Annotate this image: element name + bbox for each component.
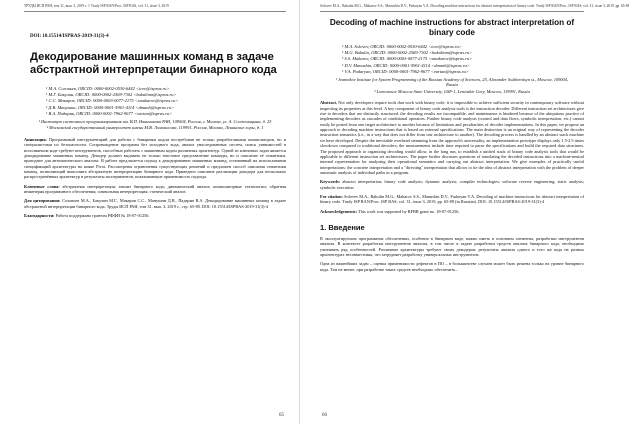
acknowledgements-label: Acknowledgements: <box>320 208 357 214</box>
keywords-text: abstract interpretation; binary code analysis; dynamic analysis; compiler technologies; software reverse engineering; static analysis; symbolic execution <box>320 179 585 190</box>
author-line: ¹ С.С. Макаров, ORCID: 0000-0003-0077-2175 <smakarov@ispras.ru> <box>46 98 179 104</box>
affiliation: ² Московский государственный университет имени М.В. Ломоносова, 119991, Россия, Москва, Ленинские горы, д. 1 <box>46 125 264 131</box>
affiliation: ¹ Ivannikov Institute for System Programming of the Russian Academy of Sciences, 25, Alexander Solzhenitsyn st., Moscow, 109004, Russia <box>336 76 568 88</box>
funding-text: Работа поддержана грантом РФФИ № 18-07-01256. <box>55 212 150 218</box>
funding-label: Благодарности: <box>24 212 55 218</box>
author-line: ¹ М.А. Соловьев, ORCID: 0000-0002-0530-6442 <icee@ispras.ru> <box>46 85 170 91</box>
doi: DOI: 10.15514/ISPRAS-2019-31(3)-4 <box>30 33 109 39</box>
title-english: Decoding of machine instructions for abstract interpretation of binary code <box>329 17 575 37</box>
citation-label: For citation: <box>320 193 343 199</box>
title-russian: Декодирование машинных команд в задаче абстрактной интерпретации бинарного кода <box>30 50 277 77</box>
affiliation: ¹ Институт системного программирования им. В.П. Иванникова РАН, 109004, Россия, г. Москва, ул. А. Солженицына, д. 25 <box>38 118 272 124</box>
author-line: ¹ М.Г. Бакулин, ORCID: 0000-0002-2569-7302 <bakulinm@ispras.ru> <box>46 92 177 97</box>
right-page <box>300 0 629 424</box>
abstract-text: Программный инструментарий для работы с бинарным кодом востребован не только разработчиками компиляторов, но и специалистами по безопасности. Сопровождение программ без исходного кода, анализ унаследованных систем, поиск уязвимостей в исполняемом коде требуют инструментов, способных работать с машинным кодом различных архитектур. Одной из ключевых задач является декодирование машинных команд. Декодер должен выдавать не только текстовое представление команды, но и описание её семантики, пригодное для автоматического анализа. В работе предлагается подход к декодированию машинных команд, основанный на использовании спецификаций архитектуры на языке Pivot. Рассмотрены ограничения существующих решений и предложен способ описания семантики команд, позволяющий выполнять абстрактную интерпретацию бинарного кода. Приведено описание реализации декодера для нескольких распространённых архитектур и результаты экспериментов, показывающие применимость подхода. <box>24 136 287 180</box>
running-header-left: ТРУДЫ ИСП РАН, том 31, вып. 3, 2019 г. // Trudy ISP RAN/Proc. ISP RAS, vol. 31, issue 3, 2019 <box>24 4 286 12</box>
abstract-english <box>320 100 584 175</box>
citation-label: Для цитирования: <box>24 198 61 204</box>
author-list-russian <box>24 86 286 118</box>
left-page <box>0 0 300 424</box>
author-line: ¹ В.А. Падарян, ORCID: 0000-0001-7962-9677 <vartan@ispras.ru> <box>46 111 173 117</box>
author-line: ¹ M.G. Bakulin, ORCID: 0000-0002-2569-7302 <bakulinm@ispras.ru> <box>342 50 473 55</box>
keywords-label: Ключевые слова: <box>24 183 60 189</box>
abstract-russian <box>24 137 286 180</box>
citation-text: Соловьев М.А., Бакулин М.Г., Макаров С.С., Манушин Д.В., Падарян В.А. Декодирование машинных команд в задаче абстрактной интерпретации бинарного кода. Труды ИСП РАН, том 31, вып. 3, 2019 г., стр. 65-88. DOI: 10.15514/ISPRAS-2019-31(3)-4 <box>24 198 286 209</box>
keywords-english <box>320 179 584 190</box>
author-line: ¹ Д.В. Манушин, ORCID: 0000-0001-5961-4114 <dmanh@ispras.ru> <box>46 104 175 110</box>
acknowledgements-english <box>320 209 584 214</box>
keywords-text: абстрактная интерпретация; анализ бинарного кода; динамический анализ; компиляторные технологии; обратная инженерия программного обеспечения; символьная интерпретация; статический анализ. <box>24 183 286 194</box>
keywords-label: Keywords: <box>320 179 341 185</box>
citation-russian <box>24 198 286 209</box>
acknowledgements-text: This work was supported by RFBR grant no. 18-07-01256. <box>358 208 460 214</box>
abstract-label: Abstract. <box>320 100 338 106</box>
citation-text: Solovev M.A., Bakulin M.G., Makarov S.S., Manushin D.V., Padaryan V.A. Decoding of machine instructions for abstract interpretation of binary code. Trudy ISP RAN/Proc. ISP RAS, vol. 31, issue 3, 2019, pp. 65-88 (in Russian). DOI: 10.15514/ISPRAS-2019-31(3)-4 <box>320 193 585 205</box>
intro-paragraph: В эксплуатируемом программном обеспечении, особенно в бинарном виде, важно иметь в основном элементы, разработки инструментов анализа. В контексте разработки инструментов анализа, в том числе в задаче разработки средств анализа бинарного кода, необходимо учитывать ряд особенностей. Различные архитектуры требуют своих декодеров; результаты анализа одного и того же кода на разных архитектурах несовместимы, что затрудняет разработку универсальных инструментов. <box>320 235 584 257</box>
abstract-label: Аннотация. <box>24 136 47 142</box>
affiliation: ² Lomonosov Moscow State University, GSP-1, Leninskie Gory, Moscow, 119991, Russia <box>374 88 530 94</box>
author-line: ¹ D.V. Manushin, ORCID: 0000-0001-5961-4114 <dmanh@ispras.ru> <box>342 62 470 68</box>
intro-paragraph: Одна из важнейших задач – оценка применимости дефектов в ПО – в большинстве случаев может быть решена только на уровне бинарного кода. Тем не менее, при разработке таких средств необходимо обеспечить... <box>320 261 584 272</box>
page-number-right: 66 <box>322 413 327 418</box>
author-list-english <box>320 44 584 76</box>
citation-english <box>320 194 584 205</box>
running-header-right: Solovev M.A., Bakulin M.G., Makarov S.S., Manushin D.V., Padaryan V.A. Decoding machine instructions for abstract interpretation of binary code. Trudy ISP RAN/Proc. ISP RAS, vol. 31, issue 3, 2019. pp. 65-88 <box>320 4 584 12</box>
author-line: ¹ V.A. Padaryan, ORCID: 0000-0001-7962-9677 <vartan@ispras.ru> <box>342 69 469 75</box>
author-line: ¹ S.S. Makarov, ORCID: 0000-0003-0077-2175 <smakarov@ispras.ru> <box>342 56 473 62</box>
abstract-text: Not only developers require tools that work with binary code: it is impossible to achieve sufficient security in contemporary software without inspecting its properties at this level. A key component of binary code analysis tools is the instruction decoder. Different instruction set architectures give rise to decoders that are distinctly structured, the decoding results are incompatible, and maintenance is hindered because of the ubiquitous practice of implementing decoders as cascades of conditional operators. Further binary code analysis (control and data flows, symbolic interpretation, etc.) cannot easily be ported from one target architecture to another because of limitations and peculiarities of decoder implementations. In this paper, we propose an approach to decoding machine instructions that is based on external specifications. The main distinction is an original way of representing the decoder instruction semantics (i.e., in a way that does not differ from one architecture to another). The decoding process is handled by an abstract stack machine we have developed. Despite the inevitable overhead stemming from the approach's universality, an implementation prototype displays only 1.5-2.5 times slowdown compared to traditional decoders; the measurements include time required to parse the specifications and build the required data structures. The proposed approach to organizing decoding would allow, in the long run, to establish a unified stack of binary code analysis tools that would be applicable to different instruction set architectures. The paper further discusses questions of translating the decoded instructions into a machine-neutral internal representation for analyzing their operational semantics and carrying out abstract interpretation. We give examples of practically useful interpretations: the concrete interpretation and a "directing" interpretation that allows to tie the idea of abstract interpretation with the problem of deeper automatic analysis of individual paths in a program. <box>320 100 584 175</box>
keywords-russian <box>24 184 286 195</box>
page-number-left: 65 <box>279 413 284 418</box>
author-line: ¹ M.A. Solovev, ORCID: 0000-0002-0530-6442 <icee@ispras.ru> <box>342 43 462 49</box>
funding-russian <box>24 213 286 218</box>
section-heading: 1. Введение <box>320 222 365 232</box>
